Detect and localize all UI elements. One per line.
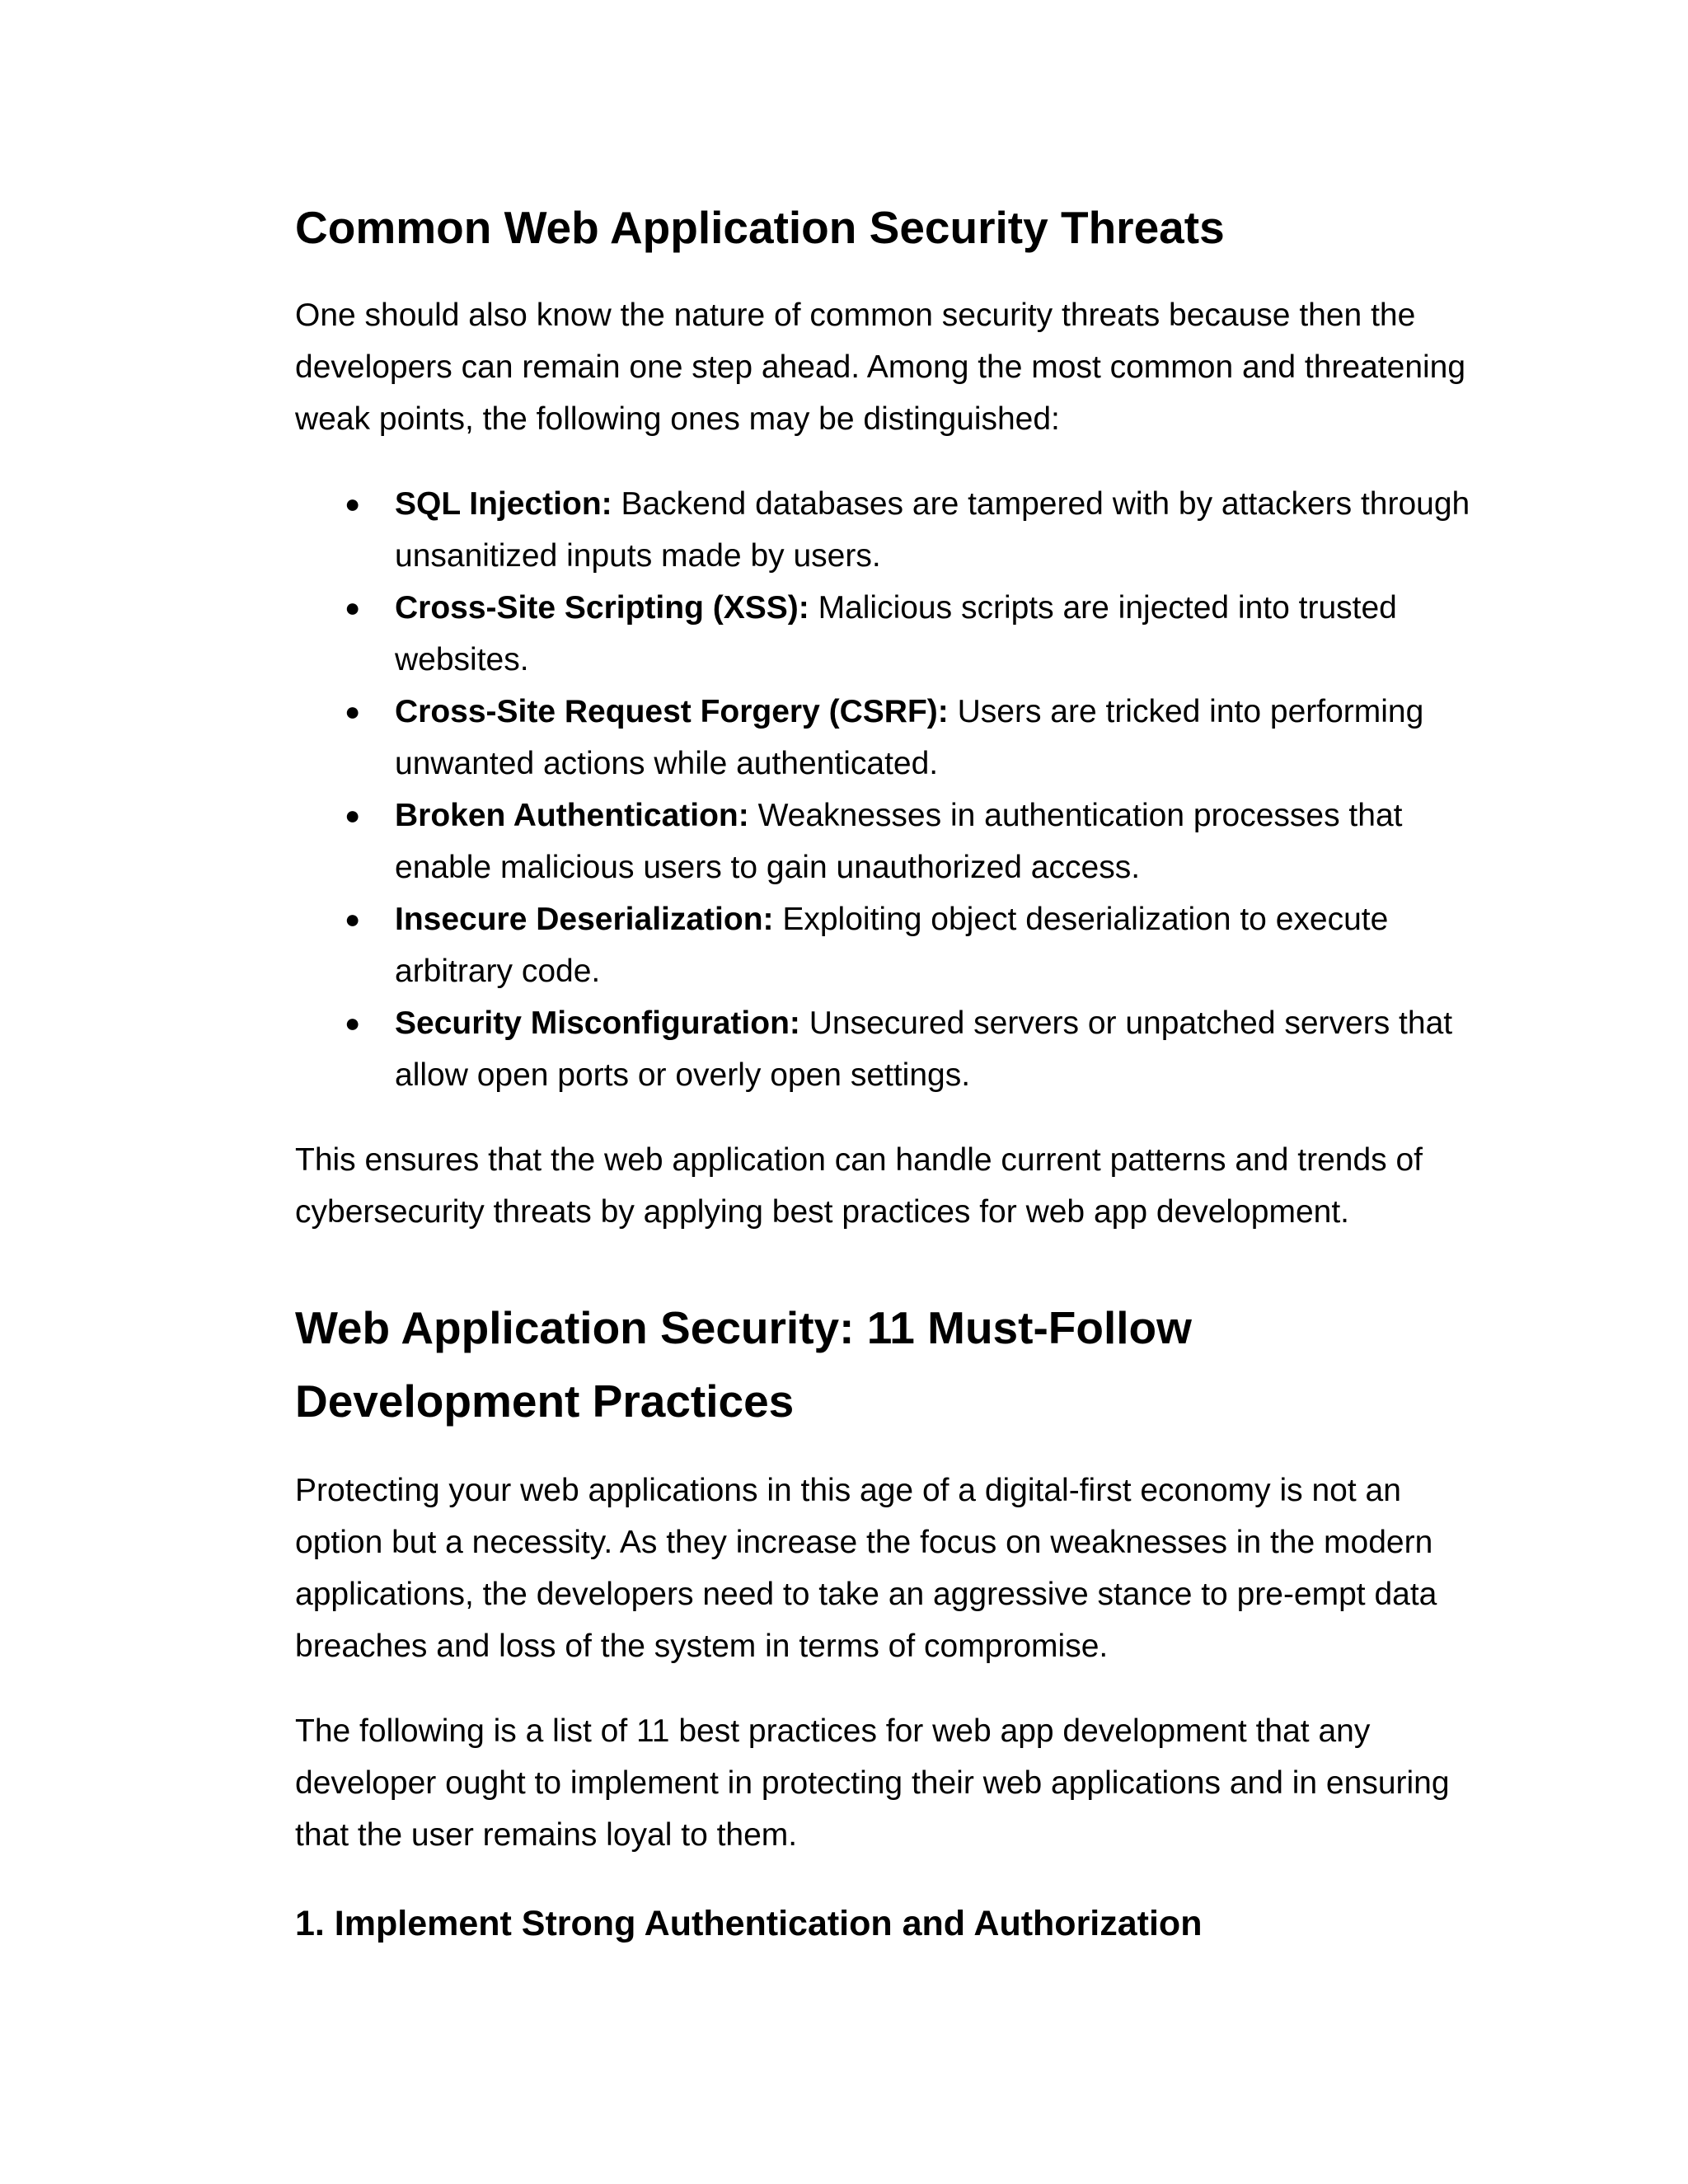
bullet-icon: ● [345, 1008, 361, 1038]
threat-term: SQL Injection: [395, 486, 612, 522]
threat-description: Malicious scripts are injected into trusted websites. [395, 590, 1397, 677]
heading-security-threats: Common Web Application Security Threats [295, 202, 1225, 253]
threat-description: Users are tricked into performing unwanted actions while authenticated. [395, 694, 1424, 781]
threats-list [295, 478, 1482, 1101]
threats-outro-paragraph: This ensures that the web application can handle current patterns and trends of cybersecurity threats by applying best practices for web app development. [295, 1142, 1423, 1230]
list-item [345, 686, 1482, 790]
threat-description: Weaknesses in authentication processes that enable malicious users to gain unauthorized access. [395, 798, 1403, 885]
list-item [345, 893, 1482, 997]
list-item [345, 478, 1482, 582]
threats-intro-paragraph: One should also know the nature of common security threats because then the developers can remain one step ahead. Among the most common and threatening weak points, the following ones may be distinguished: [295, 298, 1466, 437]
list-item [345, 997, 1482, 1101]
threat-description: Unsecured servers or unpatched servers that allow open ports or overly open settings. [395, 1005, 1453, 1093]
threat-term: Security Misconfiguration: [395, 1005, 800, 1041]
bullet-icon: ● [345, 696, 361, 726]
page-content [295, 191, 1482, 1949]
practices-paragraph-1: Protecting your web applications in this age of a digital-first economy is not an option but a necessity. As they increase the focus on weaknesses in the modern applications, the developers need to take an aggressive stance to pre-empt data breaches and loss of the system in terms of compromise. [295, 1473, 1437, 1664]
threat-term: Broken Authentication: [395, 798, 749, 833]
bullet-icon: ● [345, 489, 361, 518]
threat-term: Insecure Deserialization: [395, 902, 774, 937]
heading-development-practices: Web Application Security: 11 Must-Follow Development Practices [295, 1302, 1192, 1427]
bullet-icon: ● [345, 593, 361, 622]
subheading-authentication: 1. Implement Strong Authentication and Authorization [295, 1904, 1203, 1943]
bullet-icon: ● [345, 904, 361, 934]
list-item [345, 790, 1482, 893]
list-item [345, 582, 1482, 686]
practices-paragraph-2: The following is a list of 11 best practices for web app development that any developer ought to implement in protecting their web applications and in ensuring that the user remains loyal to them. [295, 1713, 1450, 1853]
threat-description: Exploiting object deserialization to execute arbitrary code. [395, 902, 1389, 989]
threat-term: Cross-Site Request Forgery (CSRF): [395, 694, 949, 729]
threat-term: Cross-Site Scripting (XSS): [395, 590, 809, 626]
bullet-icon: ● [345, 800, 361, 830]
threat-description: Backend databases are tampered with by attackers through unsanitized inputs made by users. [395, 486, 1470, 574]
